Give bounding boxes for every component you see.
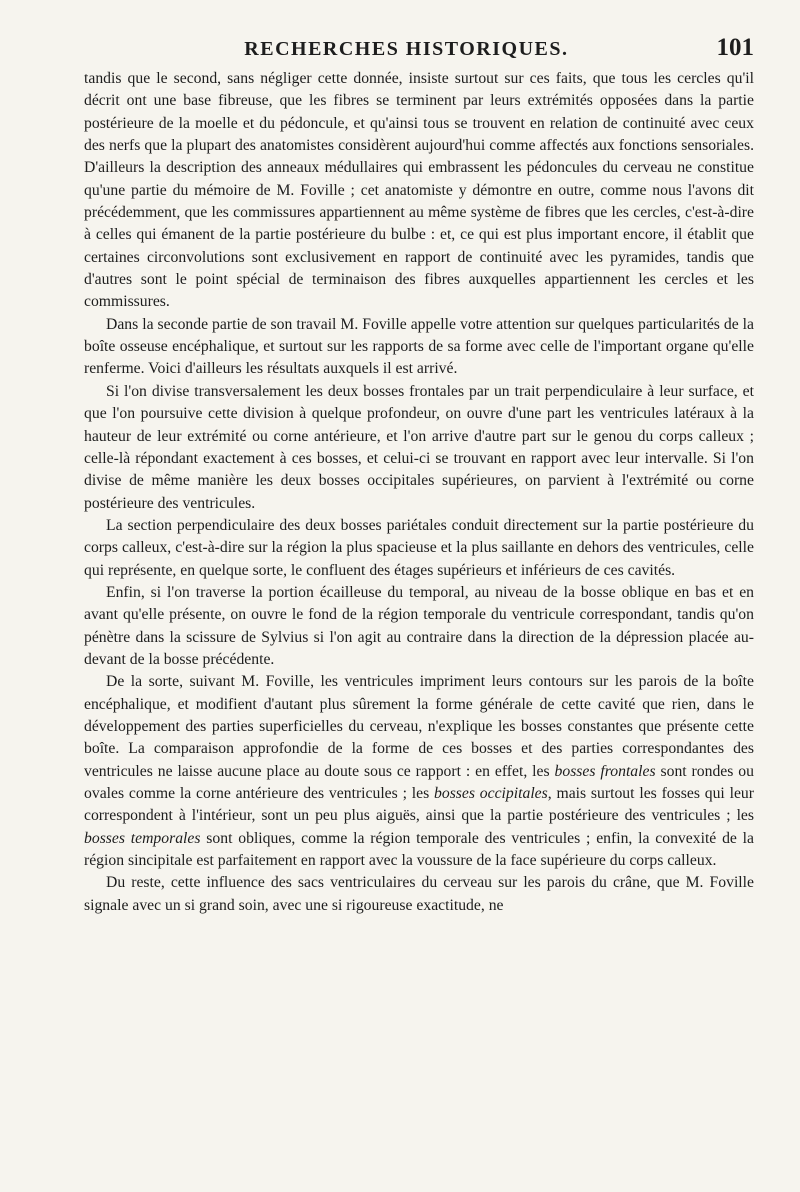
paragraph [84,671,754,872]
paragraph [84,314,754,381]
text-run: Si l'on divise transversalement les deux bosses frontales par un trait perpendiculaire à leur surface, et que l'on poursuive cette division à quelque profondeur, on ouvre d'une part les ventricules latéraux à la hauteur de leur extrémité ou corne antérieure, et l'on arrive d'autre part sur le genou du corps calleux ; celle-là répondant exactement à ces bosses, et celui-ci se trouvant en rapport avec leur intervalle. Si l'on divise de même manière les deux bosses occipitales supérieures, on parvient à l'extrémité ou corne postérieure des ventricules. [84,382,754,512]
paragraph [84,872,754,917]
paragraph [84,515,754,582]
text-run: Dans la seconde partie de son travail M. Foville appelle votre attention sur quelques particularités de la boîte osseuse encéphalique, et surtout sur les rapports de sa forme avec celle de l'important organe qu'elle renferme. Voici d'ailleurs les résultats auxquels il est arrivé. [84,315,754,378]
paragraph [84,381,754,515]
italic-term: bosses temporales [84,829,201,847]
page-header [84,34,754,66]
text-run: La section perpendiculaire des deux bosses pariétales conduit directement sur la partie postérieure du corps calleux, c'est-à-dire sur la région la plus spacieuse et la plus saillante en dehors des ventricules, celle qui représente, en quelque sorte, le confluent des étages supérieurs et inférieurs de ces cavités. [84,516,754,579]
italic-term: bosses frontales [554,762,656,780]
text-run: De la sorte, suivant M. Foville, les ventricules impriment leurs contours sur les parois de la boîte encéphalique, et modifient d'autant plus sûrement la forme générale de cette cavité que rien, dans le développement des parties superficielles du cerveau, n'explique les bosses constantes que présente cette boîte. La comparaison approfondie de la forme de ces bosses et des parties correspondantes des ventricules ne laisse aucune place au doute sous ce rapport : en effet, les [84,673,754,780]
text-run: , mais surtout les fosses qui leur correspondent à l'intérieur, sont un peu plus aiguës, ainsi que la partie postérieure des ventricules ; les [84,785,754,825]
paragraph [84,68,754,314]
text-run: Du reste, cette influence des sacs ventriculaires du cerveau sur les parois du crâne, que M. Foville signale avec un si grand soin, avec une si rigoureuse exactitude, ne [84,874,754,914]
text-run: tandis que le second, sans négliger cette donnée, insiste surtout sur ces faits, que tous les cercles qu'il décrit ont une base fibreuse, que les fibres se terminent par leurs extrémités opposées dans la partie postérieure de la moelle et du pédoncule, et qu'ainsi tous se trouvent en relation de continuité avec ceux des nerfs que la plupart des anatomistes considèrent aujourd'hui comme affectés aux fonctions sensoriales. D'ailleurs la description des anneaux médullaires qui embrassent les pédoncules du cerveau ne constitue qu'une partie du mémoire de M. Foville ; cet anatomiste y démontre en outre, comme nous l'avons dit précédemment, que les commissures appartiennent au même système de fibres que les cercles, c'est-à-dire à celles qui émanent de la partie postérieure du bulbe : et, ce qui est plus important encore, il établit que certaines circonvolutions sont exclusivement en rapport de continuité avec les pyramides, tandis que d'autres sont le point spécial de terminaison des fibres auxquelles appartiennent les cercles et les commissures. [84,70,754,311]
text-run: Enfin, si l'on traverse la portion écailleuse du temporal, au niveau de la bosse oblique en bas et en avant qu'elle présente, on ouvre le fond de la région temporale du ventricule correspondant, tandis qu'on pénètre dans la scissure de Sylvius si l'on agit au contraire dans la direction de la dépression placée au-devant de la bosse précédente. [84,583,754,668]
paragraph [84,582,754,671]
page-number: 101 [716,34,754,61]
body-text [84,68,754,917]
text-run: sont obliques, comme la région temporale des ventricules ; enfin, la convexité de la région sincipitale est parfaitement en rapport avec la voussure de la face supérieure du corps calleux. [84,829,755,870]
italic-term: bosses occipitales [434,785,548,802]
text-run: sont rondes ou ovales comme la corne antérieure des ventricules ; les [84,762,754,802]
running-title: RECHERCHES HISTORIQUES. [244,38,569,60]
